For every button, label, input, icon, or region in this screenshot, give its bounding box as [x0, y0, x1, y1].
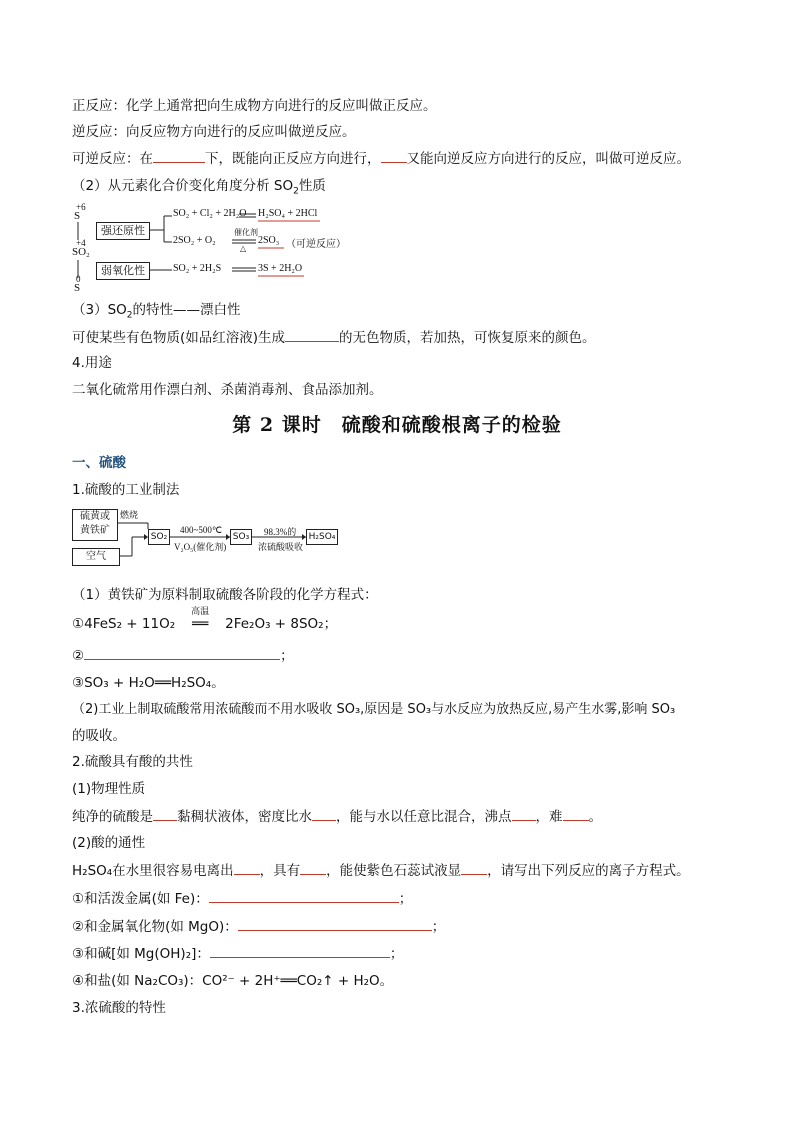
text: ； [398, 891, 413, 907]
equation-right: H₂SO₄ + 2HCl [258, 208, 318, 219]
text: ； [389, 946, 404, 962]
answer-blank[interactable] [153, 806, 177, 821]
answer-blank[interactable] [512, 806, 536, 821]
text: 2Fe₂O₃ + 8SO₂； [225, 616, 338, 632]
answer-blank[interactable] [153, 148, 205, 163]
text: 又能向逆反应方向进行的反应，叫做可逆反应。 [406, 151, 690, 167]
text: ② [72, 648, 85, 664]
temperature-label: 400~500℃ [180, 525, 222, 535]
concentrated-acid-heading: 3.浓硫酸的特性 [72, 1000, 166, 1016]
ore-line: 黄铁矿 [80, 525, 110, 536]
answer-blank[interactable] [238, 916, 432, 931]
absorber-label: 浓硫酸吸收 [258, 542, 304, 552]
text: 的无色物质，若加热，可恢复原来的颜色。 [339, 330, 596, 346]
text: ，具有 [259, 863, 301, 879]
text: ，请写出下列反应的离子方程式。 [487, 863, 690, 879]
physical-props-heading: (1)物理性质 [72, 781, 146, 797]
general-props-heading: (2)酸的通性 [72, 835, 146, 851]
equation-step-2 [72, 645, 294, 666]
lesson-title: 第 2 课时 硫酸和硫酸根离子的检验 [232, 414, 562, 436]
absorption-note: （2)工业上制取硫酸常用浓硫酸而不用水吸收 SO₃,原因是 SO₃与水反应为放热反应,易产生水雾,影响 SO₃ [72, 702, 676, 717]
answer-blank[interactable] [285, 327, 339, 342]
air-box: 空气 [72, 548, 120, 566]
absorption-note-cont: 的吸收。 [72, 728, 126, 744]
so3-box: SO₃ [230, 529, 252, 545]
text: （2）从元素化合价变化角度分析 SO [72, 178, 294, 194]
absorber-label: 98.3%的 [264, 527, 297, 537]
equation-right: 2SO₃ [258, 235, 280, 246]
section-heading-sulfuric-acid: 一、硫酸 [72, 455, 126, 471]
bleaching-desc [72, 327, 596, 348]
so2-box: SO₂ [148, 529, 170, 545]
ore-line: 硫黄或 [80, 511, 110, 522]
text: ③和碱[如 Mg(OH)₂]： [72, 946, 210, 962]
answer-blank[interactable] [300, 860, 326, 875]
oxidation-state: 0 [76, 274, 81, 284]
industrial-process-diagram [72, 507, 342, 567]
text: ； [280, 648, 294, 664]
text: 黏稠状液体，密度比水 [177, 809, 312, 825]
answer-blank[interactable] [209, 888, 399, 903]
strong-reducing-box: 强还原性 [96, 222, 150, 240]
answer-blank[interactable] [381, 148, 407, 163]
answer-blank[interactable] [234, 860, 260, 875]
reaction-with-oxide [72, 916, 445, 937]
acid-properties-heading: 2.硫酸具有酸的共性 [72, 754, 193, 770]
bleaching-heading [72, 300, 241, 320]
text: H₂SO₄在水里很容易电离出 [72, 863, 234, 879]
reaction-with-base [72, 943, 403, 964]
general-props-desc [72, 860, 690, 881]
reaction-with-salt: ④和盐(如 Na₂CO₃)：CO²⁻ + 2H⁺══CO₂↑ + H₂O。 [72, 973, 394, 989]
oxidation-state: +6 [76, 202, 86, 212]
burn-label: 燃烧 [120, 510, 139, 520]
reversible-note: （可逆反应） [286, 239, 346, 250]
reaction-with-metal [72, 888, 412, 909]
catalyst-label: V₂O₅(催化剂) [174, 542, 227, 552]
equation-step-1 [72, 607, 338, 634]
heat-label: △ [240, 244, 247, 253]
text: 下，既能向正反应方向进行， [205, 151, 381, 167]
text: ； [431, 919, 446, 935]
condition-label: 高温 [191, 607, 210, 617]
text: ，能使紫色石蕊试液显 [326, 863, 462, 879]
h2so4-box: H₂SO₄ [306, 529, 338, 545]
answer-blank[interactable] [563, 806, 589, 821]
oxidation-state: +4 [76, 238, 86, 248]
so2-redox-diagram [72, 204, 372, 296]
ore-box [72, 509, 118, 541]
text: 纯净的硫酸是 [72, 809, 153, 825]
text: ②和金属氧化物(如 MgO)： [72, 919, 238, 935]
reaction-arrow: 高温 ══ [175, 614, 225, 634]
answer-blank[interactable] [461, 860, 487, 875]
answer-blank[interactable] [312, 806, 336, 821]
uses-heading: 4.用途 [72, 355, 112, 371]
text: ，能与水以任意比混合，沸点 [336, 809, 512, 825]
sulfur-label: S [74, 282, 81, 294]
sulfur-label: S [74, 210, 81, 222]
steps-intro: （1）黄铁矿为原料制取硫酸各阶段的化学方程式： [72, 587, 378, 603]
text: 。 [588, 809, 602, 825]
text: 性质 [298, 178, 326, 194]
subheading-so2-properties [72, 176, 326, 196]
uses-desc: 二氧化硫常用作漂白剂、杀菌消毒剂、食品添加剂。 [72, 382, 383, 398]
physical-props-desc [72, 806, 602, 827]
equation-step-3: ③SO₃ + H₂O══H₂SO₄。 [72, 675, 225, 691]
equation-left: SO₂ + Cl₂ + 2H₂O [173, 208, 247, 219]
reversible-reaction-def [72, 148, 690, 169]
answer-blank[interactable] [210, 943, 390, 958]
weak-oxidizing-box: 弱氧化性 [96, 262, 150, 280]
text: ①和活泼金属(如 Fe)： [72, 891, 209, 907]
catalyst-label: 催化剂 [234, 228, 258, 237]
text: 可使某些有色物质(如品红溶液)生成 [72, 330, 286, 346]
subscript: 2 [293, 186, 299, 197]
so2-label: SO₂ [72, 246, 90, 258]
subscript: 2 [126, 310, 133, 321]
industrial-heading: 1.硫酸的工业制法 [72, 482, 180, 498]
text: 的特性——漂白性 [132, 302, 241, 318]
text: 可逆反应：在 [72, 151, 153, 167]
text: ，难 [535, 809, 563, 825]
forward-reaction-def: 正反应：化学上通常把向生成物方向进行的反应叫做正反应。 [72, 98, 437, 114]
equation-left: 2SO₂ + O₂ [173, 235, 216, 246]
text: ①4FeS₂ + 11O₂ [72, 616, 176, 632]
answer-blank[interactable] [84, 645, 280, 660]
equation-left: SO₂ + 2H₂S [173, 263, 222, 274]
equation-right: 3S + 2H₂O [258, 263, 303, 274]
reverse-reaction-def: 逆反应：向反应物方向进行的反应叫做逆反应。 [72, 124, 356, 140]
text: （3）SO [72, 302, 127, 318]
